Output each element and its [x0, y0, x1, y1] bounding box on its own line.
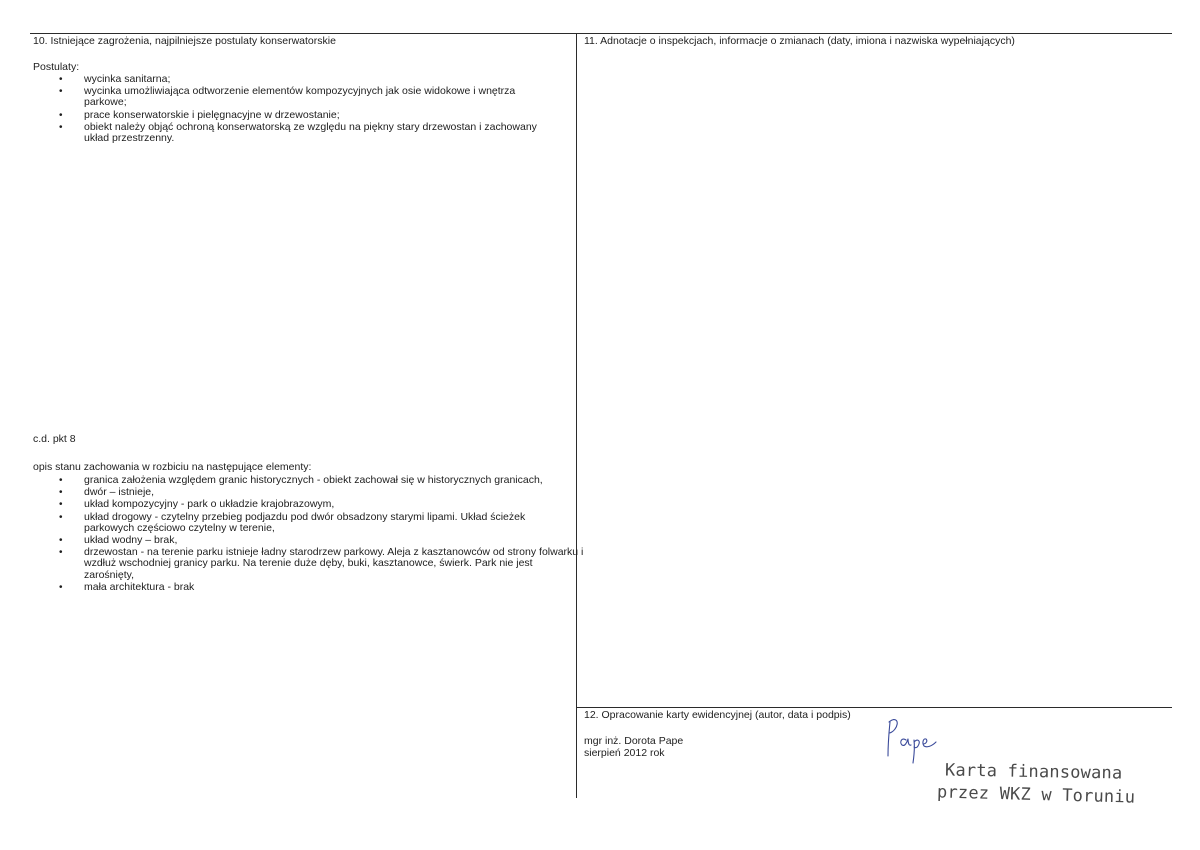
- section11-heading: 11. Adnotacje o inspekcjach, informacje o zmianach (daty, imiona i nazwiska wypełniających): [584, 35, 1015, 47]
- list-item: • drzewostan - na terenie parku istnieje ładny starodrzew parkowy. Aleja z kasztanowców od strony folwarku i wzdłuż wschodniej granicy parku. Na terenie duże dęby, buki, kasztanowce, świerk. Park nie jest zarośnięty,: [59, 547, 584, 581]
- condition-intro: opis stanu zachowania w rozbiciu na następujące elementy:: [33, 461, 312, 473]
- column-divider-line: [576, 33, 577, 798]
- condition-list: [59, 474, 584, 594]
- list-item: • granica założenia względem granic historycznych - obiekt zachował się w historycznych granicach,: [59, 475, 544, 486]
- list-item: • układ wodny – brak,: [59, 535, 564, 546]
- list-item: • dwór – istnieje,: [59, 487, 564, 498]
- list-item: • wycinka sanitarna;: [59, 74, 539, 85]
- section12-heading: 12. Opracowanie karty ewidencyjnej (autor, data i podpis): [584, 709, 851, 721]
- list-item: • obiekt należy objąć ochroną konserwatorską ze względu na piękny stary drzewostan i zachowany układ przestrzenny.: [59, 122, 539, 144]
- funding-stamp-line2: przez WKZ w Toruniu: [936, 782, 1136, 808]
- postulates-label: Postulaty:: [33, 61, 80, 73]
- list-item: • układ kompozycyjny - park o układzie krajobrazowym,: [59, 499, 564, 510]
- list-item: • mała architektura - brak: [59, 582, 564, 593]
- handwritten-signature: [880, 708, 960, 768]
- postulates-list: [59, 74, 539, 145]
- author-name: mgr inż. Dorota Pape: [584, 735, 684, 747]
- section10-heading: 10. Istniejące zagrożenia, najpilniejsze postulaty konserwatorskie: [33, 35, 336, 47]
- funding-stamp-line1: Karta finansowana: [944, 760, 1123, 784]
- author-date: sierpień 2012 rok: [584, 747, 665, 759]
- continuation-label: c.d. pkt 8: [33, 433, 76, 445]
- section12-top-line: [576, 707, 1172, 708]
- list-item: • układ drogowy - czytelny przebieg podjazdu pod dwór obsadzony starymi lipami. Układ ścieżek parkowych częściowo czytelny w terenie,: [59, 512, 564, 534]
- list-item: • wycinka umożliwiająca odtworzenie elementów kompozycyjnych jak osie widokowe i wnętrza parkowe;: [59, 86, 539, 108]
- list-item: • prace konserwatorskie i pielęgnacyjne w drzewostanie;: [59, 110, 539, 121]
- top-border-line: [30, 33, 1172, 34]
